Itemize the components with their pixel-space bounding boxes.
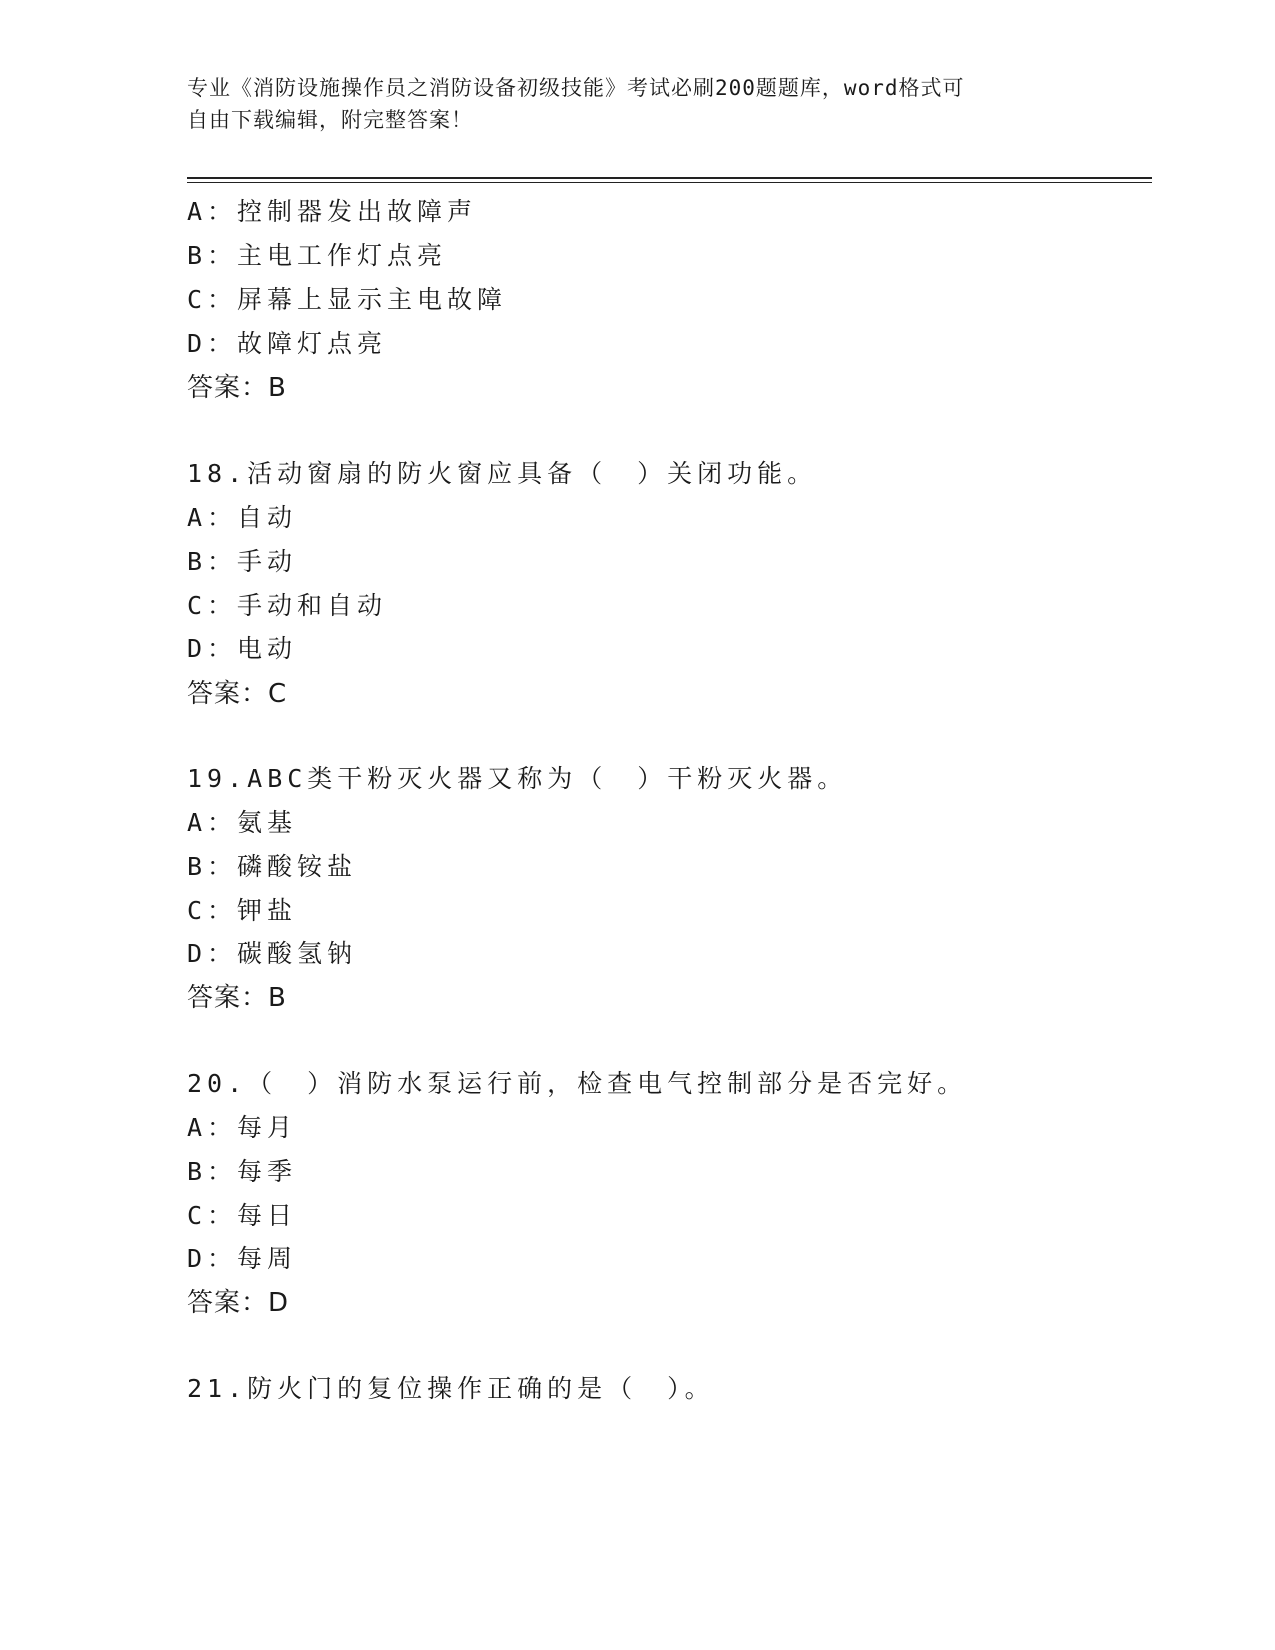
q19-option-a: A：氨基 [187,808,298,837]
header-divider [187,177,1152,183]
q18-answer: 答案：C [187,679,288,709]
q19-answer: 答案：B [187,983,287,1013]
q19-option-c: C：钾盐 [187,896,298,925]
q19-option-b: B：磷酸铵盐 [187,852,358,881]
q18-option-a: A：自动 [187,503,298,532]
q17-option-c: C：屏幕上显示主电故障 [187,285,508,314]
q20-option-c: C：每日 [187,1201,298,1230]
q18-question: 18.活动窗扇的防火窗应具备（ ）关闭功能。 [187,459,818,488]
q17-option-a: A：控制器发出故障声 [187,197,478,226]
q17-option-b: B：主电工作灯点亮 [187,241,448,270]
q20-option-d: D：每周 [187,1244,298,1273]
q18-option-b: B：手动 [187,547,298,576]
q18-option-c: C：手动和自动 [187,591,388,620]
q20-answer: 答案：D [187,1288,290,1318]
q19-question: 19.ABC类干粉灭火器又称为（ ）干粉灭火器。 [187,764,848,793]
q20-option-b: B：每季 [187,1157,298,1186]
q20-question: 20.（ ）消防水泵运行前，检查电气控制部分是否完好。 [187,1069,968,1098]
q19-option-d: D：碳酸氢钠 [187,939,358,968]
document-header [187,72,1067,136]
q17-answer: 答案：B [187,373,287,403]
q20-option-a: A：每月 [187,1113,298,1142]
header-line-2: 自由下载编辑，附完整答案！ [187,108,473,132]
q21-question: 21.防火门的复位操作正确的是（ ）。 [187,1374,715,1403]
q18-option-d: D：电动 [187,634,298,663]
q17-option-d: D：故障灯点亮 [187,329,388,358]
header-line-1: 专业《消防设施操作员之消防设备初级技能》考试必刷200题题库，word格式可 [187,76,965,100]
